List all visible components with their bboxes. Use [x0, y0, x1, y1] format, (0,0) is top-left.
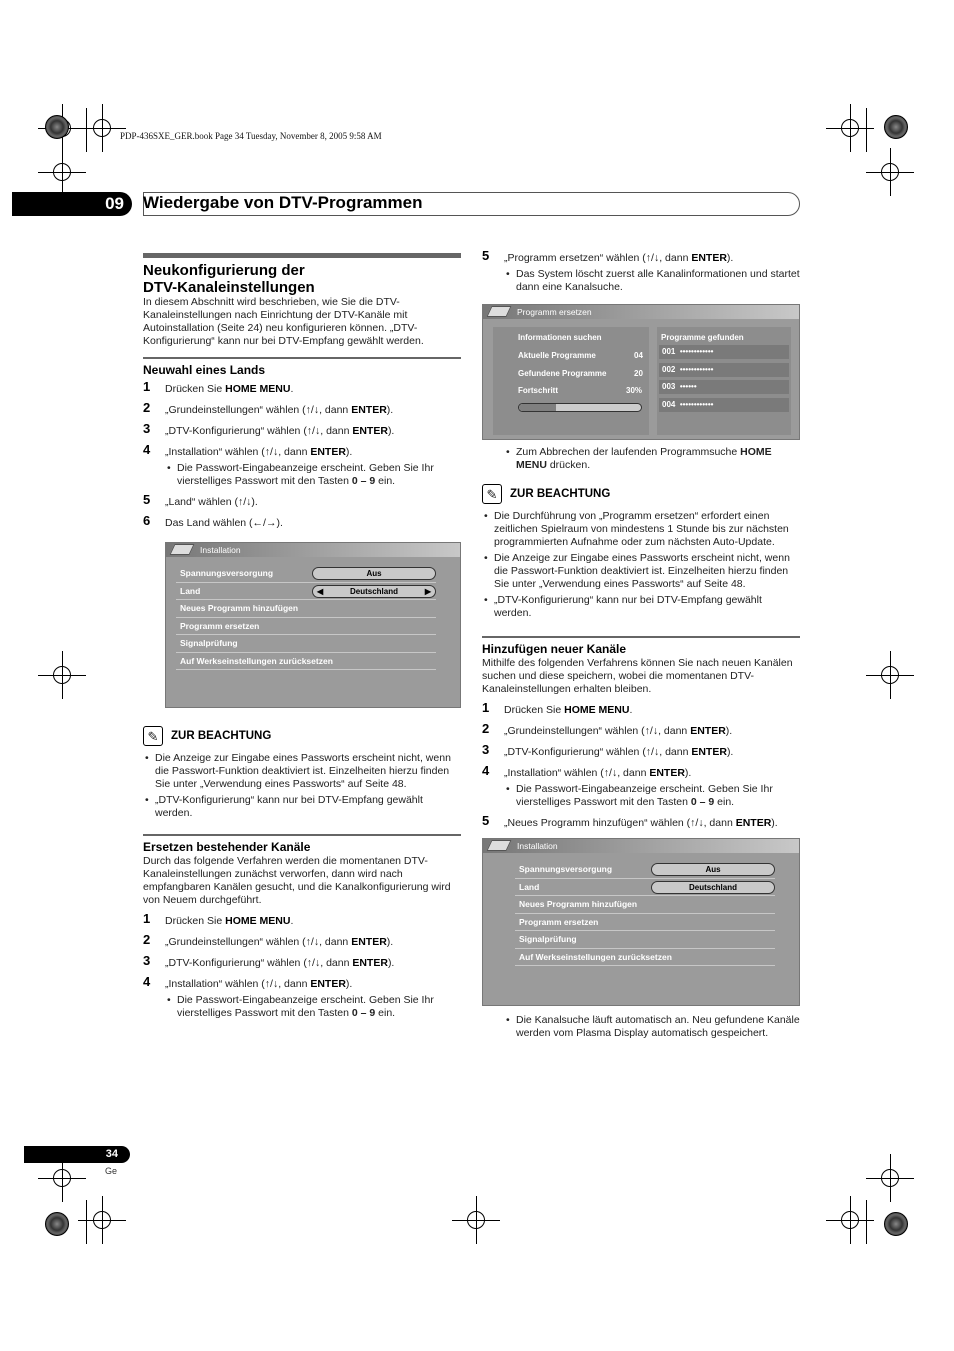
section-intro: Durch das folgende Verfahren werden die momentanen DTV-Kanaleinstellungen zunächst verworfen, dann wird nach empfangbaren Kanälen gesucht, und die Kanalkonfigurierung wird von Neuem durchgeführt.	[143, 855, 451, 906]
osd-menu-row: Land Deutschland	[515, 879, 775, 897]
program-item: 004 ••••••••••••	[659, 398, 789, 412]
note-pencil-icon: ✎	[482, 484, 502, 504]
power-value: Aus	[312, 567, 436, 580]
step: 2 „Grundeinstellungen“ wählen (↑/↓, dann ENTER).	[482, 721, 733, 737]
step: 3 „DTV-Konfigurierung“ wählen (↑/↓, dann ENTER).	[482, 742, 734, 758]
note-heading: ✎ ZUR BEACHTUNG	[482, 484, 800, 504]
chapter-title: Wiedergabe von DTV-Programmen	[143, 193, 423, 212]
bullet-item: • Die Passwort-Eingabeanzeige erscheint. Geben Sie Ihr vierstelliges Passwort mit den Tasten 0 – 9 ein.	[165, 462, 461, 488]
note-item: • „DTV-Konfigurierung“ kann nur bei DTV-Empfang gewählt werden.	[482, 594, 800, 620]
note-item: • Die Anzeige zur Eingabe eines Passworts erscheint nicht, wenn die Passwort-Funktion deaktiviert ist. Einzelheiten hierzu finden Sie unter „Verwendung eines Passworts“ auf Seite 48.	[482, 552, 800, 591]
step: 4 „Installation“ wählen (↑/↓, dann ENTER).	[482, 763, 692, 779]
crop-line	[86, 108, 87, 152]
step: 2 „Grundeinstellungen“ wählen (↑/↓, dann ENTER).	[143, 400, 394, 416]
step: 4 „Installation“ wählen (↑/↓, dann ENTER).	[143, 974, 353, 990]
osd-menu-row: Auf Werkseinstellungen zurücksetzen	[515, 949, 775, 967]
section-title: Neukonfigurierung der DTV-Kanaleinstellungen	[143, 262, 315, 296]
osd-header: Programm ersetzen	[483, 305, 799, 319]
crop-line	[86, 1200, 87, 1244]
bullet-item: • Das System löscht zuerst alle Kanalinformationen und startet dann eine Kanalsuche.	[504, 268, 800, 294]
bullet-item: • Zum Abbrechen der laufenden Programmsuche HOME MENU drücken.	[504, 446, 800, 472]
bullet-item: • Die Kanalsuche läuft automatisch an. Neu gefundene Kanäle werden vom Plasma Display automatisch gespeichert.	[504, 1014, 800, 1040]
language-code: Ge	[105, 1166, 118, 1176]
crop-disc	[45, 1212, 69, 1236]
osd-menu-row: Land ◀ Deutschland ▶	[176, 583, 436, 601]
program-item: 003 ••••••	[659, 380, 789, 394]
step: 4 „Installation“ wählen (↑/↓, dann ENTER).	[143, 442, 353, 458]
step: 6 Das Land wählen (←/→).	[143, 513, 283, 529]
book-info-line: PDP-436SXE_GER.book Page 34 Tuesday, November 8, 2005 9:58 AM	[120, 131, 382, 141]
arrow-right-icon: ▶	[424, 586, 431, 596]
osd-menu	[515, 861, 775, 966]
osd-menu-row: Neues Programm hinzufügen	[515, 896, 775, 914]
remote-icon	[486, 840, 511, 851]
note-pencil-icon: ✎	[143, 726, 163, 746]
step: 5 „Land“ wählen (↑/↓).	[143, 492, 258, 508]
osd-menu-row: Signalprüfung	[515, 931, 775, 949]
osd-header: Installation	[166, 543, 460, 557]
crop-disc	[884, 1212, 908, 1236]
step: 3 „DTV-Konfigurierung“ wählen (↑/↓, dann ENTER).	[143, 953, 395, 969]
program-replace-osd-screen	[482, 304, 800, 440]
program-item: 001 ••••••••••••	[659, 345, 789, 359]
rule	[143, 834, 461, 836]
osd-menu	[176, 565, 436, 670]
country-value: Deutschland	[651, 881, 775, 894]
osd-menu-row: Auf Werkseinstellungen zurücksetzen	[176, 653, 436, 671]
progress-bar	[518, 403, 642, 412]
remote-icon	[486, 306, 511, 317]
subsection-title: Hinzufügen neuer Kanäle	[482, 642, 627, 656]
arrow-left-icon: ◀	[317, 586, 324, 596]
note-heading: ✎ ZUR BEACHTUNG	[143, 726, 461, 746]
osd-menu-row: Spannungsversorgung Aus	[176, 565, 436, 583]
osd-menu-row: Neues Programm hinzufügen	[176, 600, 436, 618]
section-intro: Mithilfe des folgenden Verfahrens können Sie nach neuen Kanälen suchen und diese speichern, wobei die momentanen DTV-Kanaleinstellungen erhalten bleiben.	[482, 657, 793, 695]
rule	[143, 357, 461, 359]
step: 1 Drücken Sie HOME MENU.	[143, 379, 294, 395]
osd-menu-row: Signalprüfung	[176, 635, 436, 653]
step: 2 „Grundeinstellungen“ wählen (↑/↓, dann ENTER).	[143, 932, 394, 948]
step: 1 Drücken Sie HOME MENU.	[482, 700, 633, 716]
note-item: • Die Anzeige zur Eingabe eines Passworts erscheint nicht, wenn die Passwort-Funktion deaktiviert ist. Einzelheiten hierzu finden Sie unter „Verwendung eines Passworts“ auf Seite 48.	[143, 752, 461, 791]
crop-disc	[45, 115, 69, 139]
osd-menu-row: Spannungsversorgung Aus	[515, 861, 775, 879]
bullet-item: • Die Passwort-Eingabeanzeige erscheint. Geben Sie Ihr vierstelliges Passwort mit den Tasten 0 – 9 ein.	[165, 994, 461, 1020]
bullet-item: • Die Passwort-Eingabeanzeige erscheint. Geben Sie Ihr vierstelliges Passwort mit den Tasten 0 – 9 ein.	[504, 783, 800, 809]
program-item: 002 ••••••••••••	[659, 363, 789, 377]
step: 5 „Neues Programm hinzufügen“ wählen (↑/↓, dann ENTER).	[482, 813, 778, 829]
installation-osd-screen	[165, 542, 461, 708]
chapter-number: 09	[12, 192, 132, 216]
remote-icon	[169, 544, 194, 555]
step: 5 „Programm ersetzen“ wählen (↑/↓, dann ENTER).	[482, 248, 734, 264]
osd-header: Installation	[483, 839, 799, 853]
crop-line	[866, 108, 867, 152]
power-value: Aus	[651, 863, 775, 876]
note-item: • „DTV-Konfigurierung“ kann nur bei DTV-Empfang gewählt werden.	[143, 794, 461, 820]
rule	[482, 636, 800, 638]
subsection-title: Neuwahl eines Lands	[143, 363, 266, 377]
section-bar	[143, 253, 461, 258]
intro-text: In diesem Abschnitt wird beschrieben, wie Sie die DTV-Kanaleinstellungen nach Einrichtung der DTV-Kanäle mit Autoinstallation (Seite 24) neu konfigurieren können. „DTV-Konfigurierung“ kann nur bei DTV-Empfang gewählt werden.	[143, 296, 424, 347]
osd-menu-row: Programm ersetzen	[515, 914, 775, 932]
page-number: 34	[24, 1146, 130, 1163]
step: 1 Drücken Sie HOME MENU.	[143, 911, 294, 927]
crop-disc	[884, 115, 908, 139]
note-item: • Die Durchführung von „Programm ersetzen“ erfordert einen zeitlichen Spielraum von mindestens 1 Stunde bis zur nächsten programmierten Aufnahme oder zum nächsten Auto-Update.	[482, 510, 800, 549]
left-column	[143, 253, 461, 1020]
crop-line	[866, 1200, 867, 1244]
search-info-panel: Informationen suchen Aktuelle Programme 04 Gefundene Programme 20 Fortschritt 30%	[493, 327, 649, 435]
subsection-title: Ersetzen bestehender Kanäle	[143, 840, 311, 854]
installation-osd-screen	[482, 838, 800, 1006]
osd-menu-row: Programm ersetzen	[176, 618, 436, 636]
country-value: ◀ Deutschland ▶	[312, 585, 436, 598]
found-programs-panel: Programme gefunden 001 •••••••••••• 002 •••••••••••• 003 •••••• 004 ••••••••••••	[657, 327, 791, 435]
step: 3 „DTV-Konfigurierung“ wählen (↑/↓, dann ENTER).	[143, 421, 395, 437]
right-column	[482, 250, 800, 1040]
